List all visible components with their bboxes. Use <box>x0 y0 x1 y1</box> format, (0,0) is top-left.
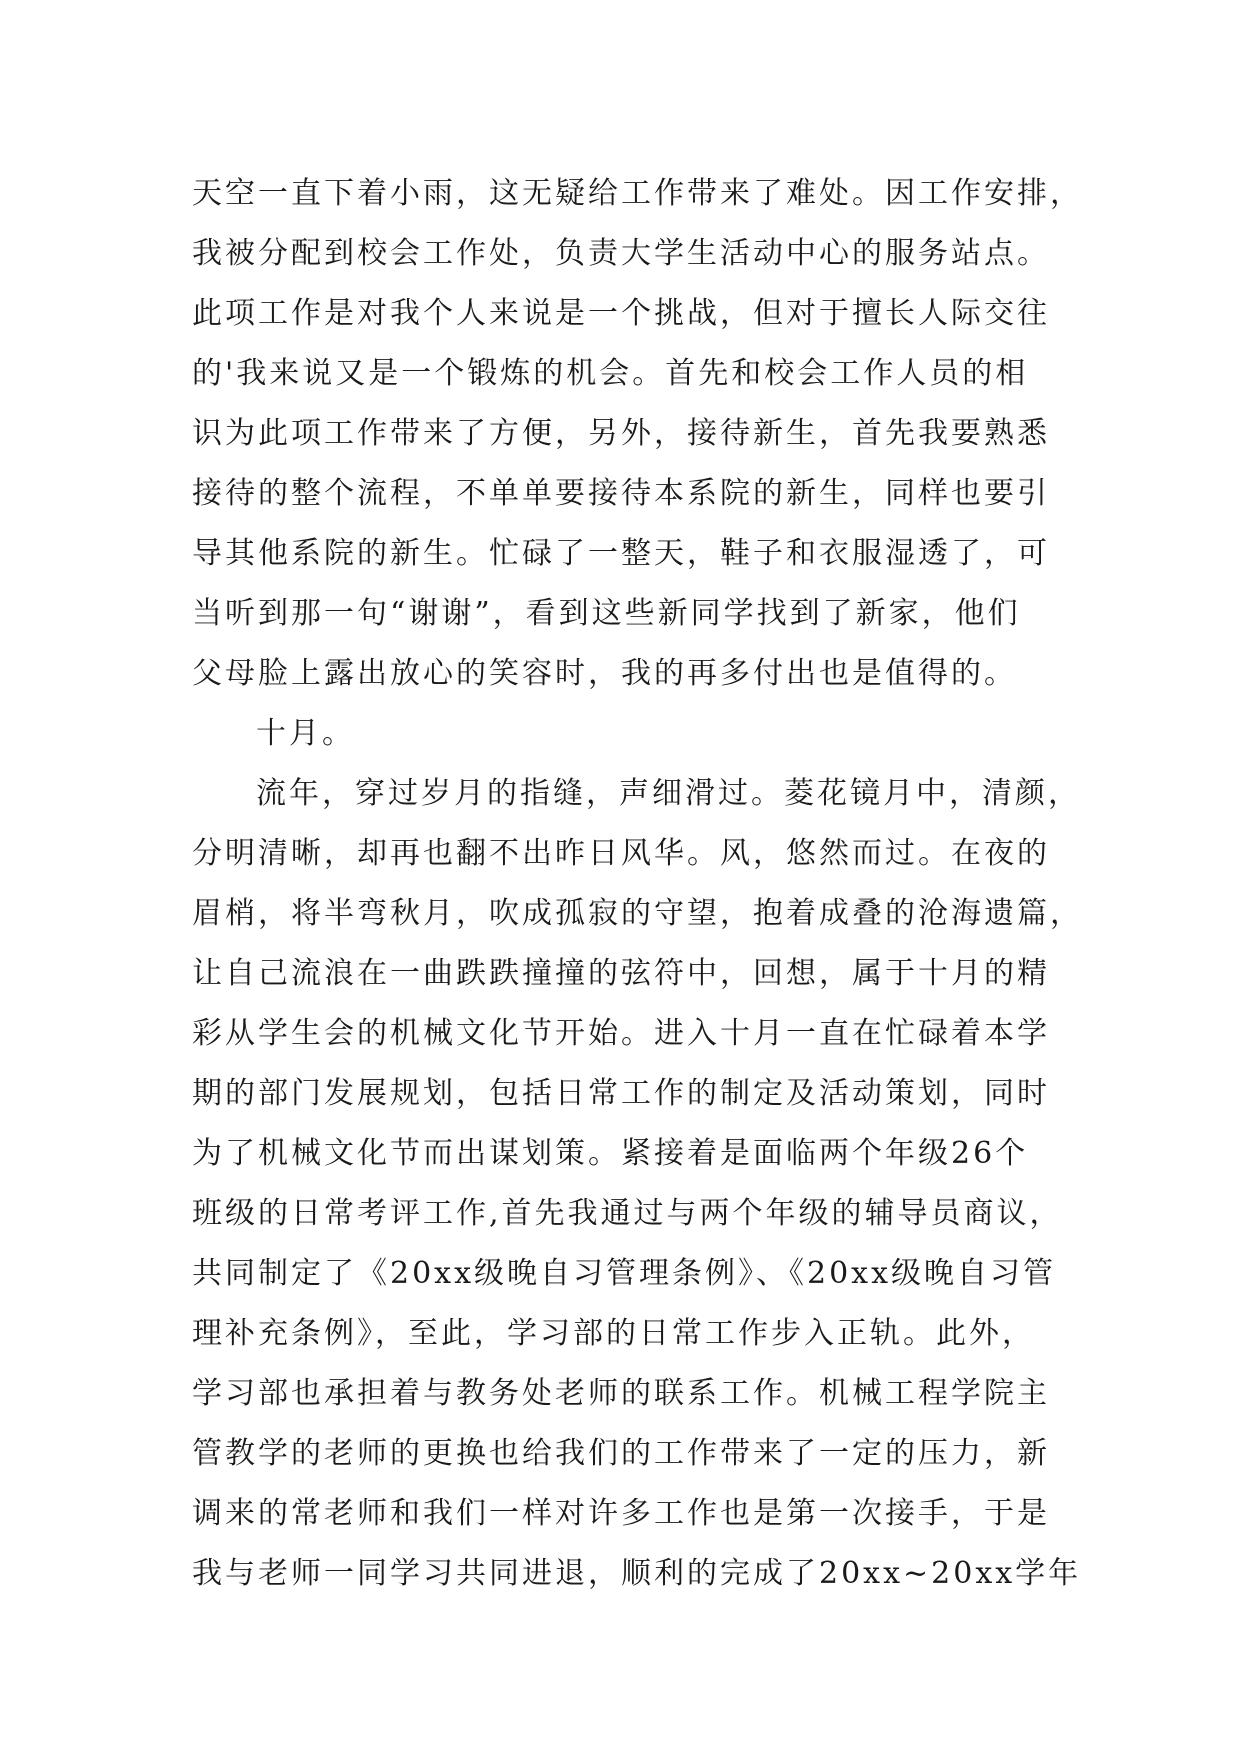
text-line: 天空一直下着小雨，这无疑给工作带来了难处。因工作安排， <box>192 176 1083 211</box>
text-line: 学习部也承担着与教务处老师的联系工作。机械工程学院主 <box>192 1376 1050 1411</box>
text-line: 父母脸上露出放心的笑容时，我的再多付出也是值得的。 <box>192 656 1017 691</box>
body-text <box>192 164 1092 1604</box>
text-line: 眉梢，将半弯秋月，吹成孤寂的守望，抱着成叠的沧海遗篇， <box>192 896 1083 931</box>
section-heading: 十月。 <box>256 716 355 751</box>
text-line: 接待的整个流程，不单单要接待本系院的新生，同样也要引 <box>192 476 1050 511</box>
text-line: 识为此项工作带来了方便，另外，接待新生，首先我要熟悉 <box>192 416 1050 451</box>
text-line: 调来的常老师和我们一样对许多工作也是第一次接手，于是 <box>192 1496 1050 1531</box>
text-line: 理补充条例》，至此，学习部的日常工作步入正轨。此外， <box>192 1316 1035 1351</box>
text-line: 期的部门发展规划，包括日常工作的制定及活动策划，同时 <box>192 1076 1050 1111</box>
text-line: 导其他系院的新生。忙碌了一整天，鞋子和衣服湿透了，可 <box>192 536 1050 571</box>
text-line: 我被分配到校会工作处，负责大学生活动中心的服务站点。 <box>192 236 1050 271</box>
text-line: 分明清晰，却再也翻不出昨日风华。风，悠然而过。在夜的 <box>192 836 1050 871</box>
text-line: 我与老师一同学习共同进退，顺利的完成了20xx~20xx学年 <box>192 1556 1082 1591</box>
text-line: 共同制定了《20xx级晚自习管理条例》、《20xx级晚自习管 <box>192 1256 1057 1291</box>
text-line: 管教学的老师的更换也给我们的工作带来了一定的压力，新 <box>192 1436 1050 1471</box>
text-line: 为了机械文化节而出谋划策。紧接着是面临两个年级26个 <box>192 1136 1029 1171</box>
text-line: 此项工作是对我个人来说是一个挑战，但对于擅长人际交往 <box>192 296 1050 331</box>
text-line: 当听到那一句“谢谢”，看到这些新同学找到了新家，他们 <box>192 596 1021 631</box>
text-line: 的'我来说又是一个锻炼的机会。首先和校会工作人员的相 <box>192 356 1029 391</box>
text-line: 让自己流浪在一曲跌跌撞撞的弦符中，回想，属于十月的精 <box>192 956 1050 991</box>
text-line: 流年，穿过岁月的指缝，声细滑过。菱花镜月中，清颜， <box>256 776 1081 811</box>
text-line: 班级的日常考评工作,首先我通过与两个年级的辅导员商议， <box>192 1196 1063 1231</box>
text-line: 彩从学生会的机械文化节开始。进入十月一直在忙碌着本学 <box>192 1016 1050 1051</box>
